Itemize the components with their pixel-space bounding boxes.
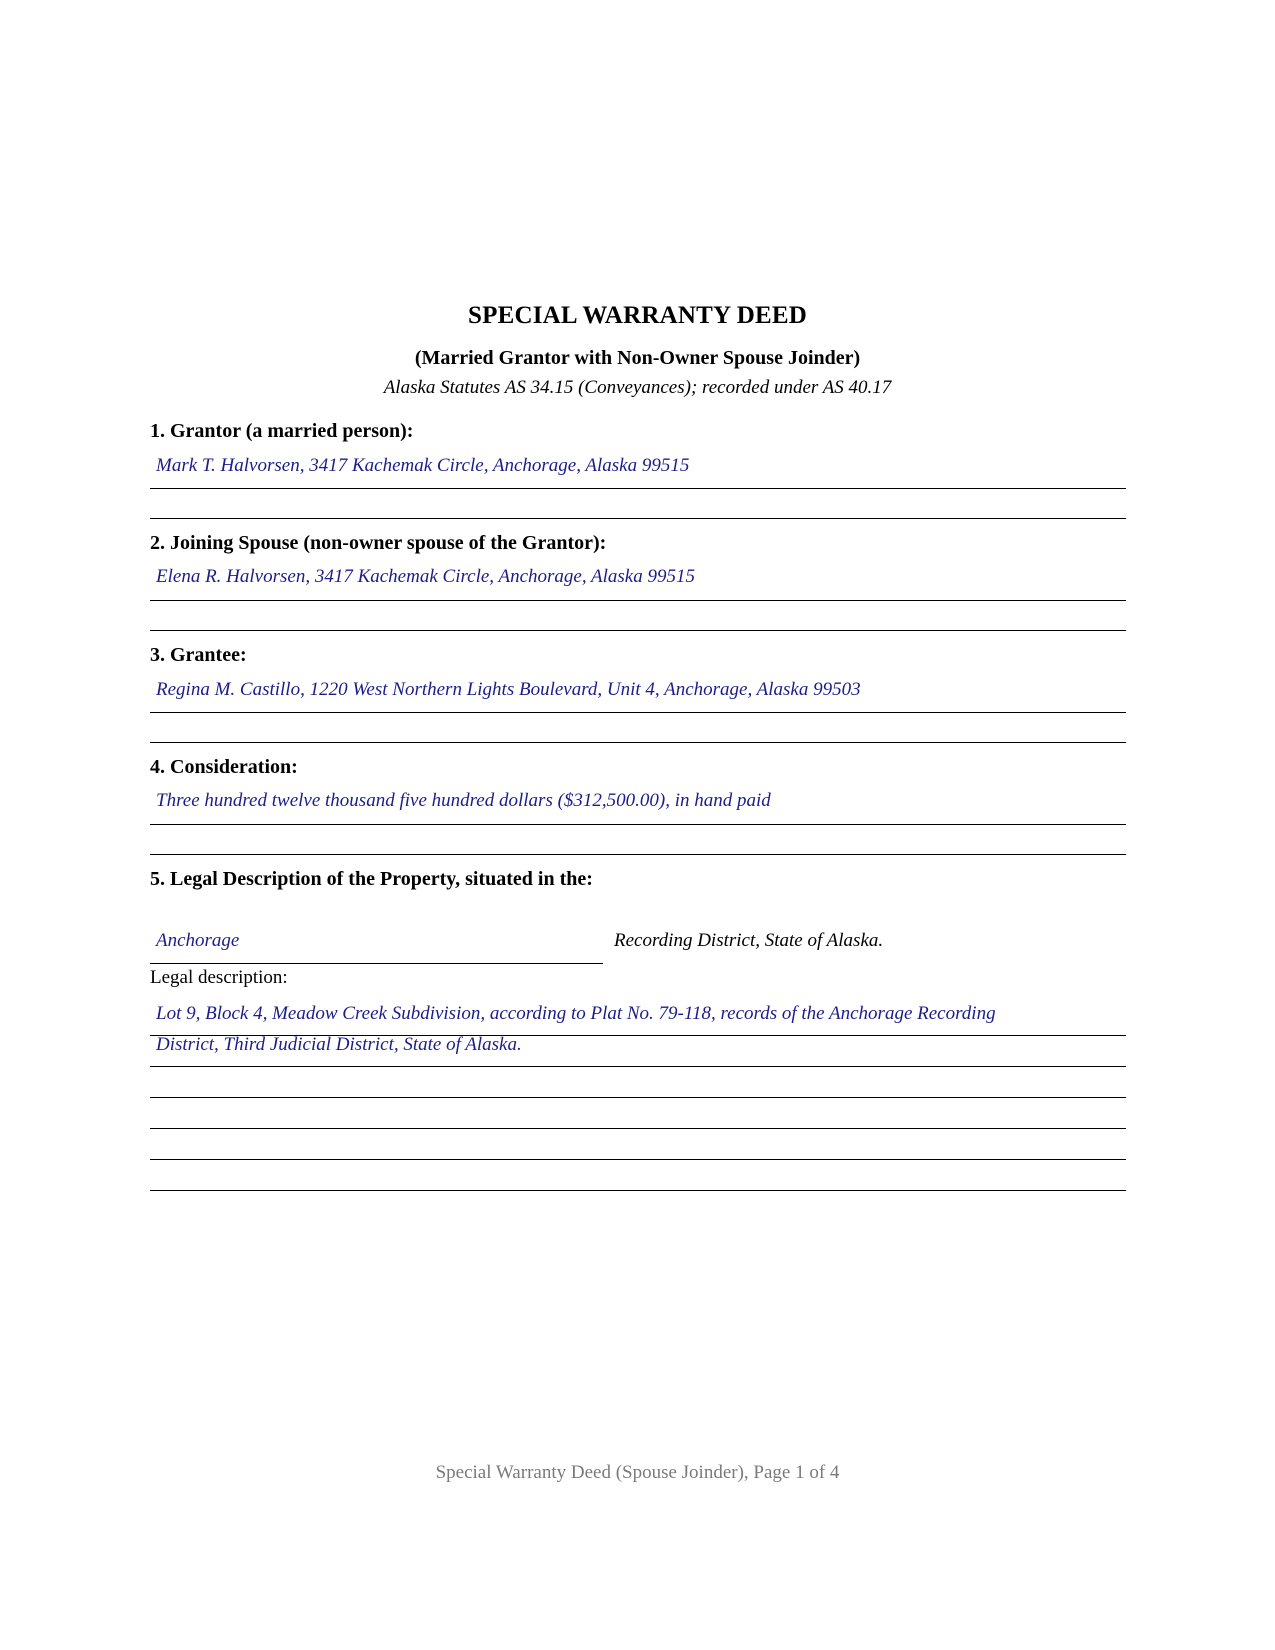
consideration-field[interactable]: Three hundred twelve thousand five hundred dollars ($312,500.00), in hand paid	[156, 790, 771, 811]
legal-rule-5	[150, 1159, 1126, 1160]
grantee-rule-1	[150, 712, 1126, 713]
spouse-rule-2	[150, 630, 1126, 631]
grantor-rule-1	[150, 488, 1126, 489]
legal-rule-3	[150, 1097, 1126, 1098]
spouse-field[interactable]: Elena R. Halvorsen, 3417 Kachemak Circle, Anchorage, Alaska 99515	[156, 566, 695, 587]
legal-description-line-1[interactable]: Lot 9, Block 4, Meadow Creek Subdivision, according to Plat No. 79-118, records of the Anchorage Recording	[156, 1003, 996, 1024]
grantor-heading: 1. Grantor (a married person):	[150, 420, 414, 442]
consideration-rule-1	[150, 824, 1126, 825]
document-title: SPECIAL WARRANTY DEED	[468, 302, 807, 329]
recording-district-suffix: Recording District, State of Alaska.	[614, 930, 884, 951]
legal-rule-4	[150, 1128, 1126, 1129]
grantee-heading: 3. Grantee:	[150, 644, 247, 666]
consideration-heading: 4. Consideration:	[150, 756, 298, 778]
page-footer: Special Warranty Deed (Spouse Joinder), Page 1 of 4	[435, 1462, 840, 1483]
grantor-rule-2	[150, 518, 1126, 519]
legal-rule-6	[150, 1190, 1126, 1191]
consideration-rule-2	[150, 854, 1126, 855]
spouse-heading: 2. Joining Spouse (non-owner spouse of the Grantor):	[150, 532, 607, 554]
statute-reference: Alaska Statutes AS 34.15 (Conveyances); recorded under AS 40.17	[383, 377, 892, 398]
document-subtitle: (Married Grantor with Non-Owner Spouse Joinder)	[414, 347, 861, 369]
spouse-rule-1	[150, 600, 1126, 601]
grantee-rule-2	[150, 742, 1126, 743]
recording-district-field[interactable]: Anchorage	[156, 930, 240, 951]
grantor-field[interactable]: Mark T. Halvorsen, 3417 Kachemak Circle, Anchorage, Alaska 99515	[156, 455, 690, 476]
legal-description-line-2[interactable]: District, Third Judicial District, State of Alaska.	[156, 1034, 522, 1055]
legal-description-label: Legal description:	[150, 967, 288, 988]
recording-district-rule	[150, 963, 603, 964]
legal-heading: 5. Legal Description of the Property, situated in the:	[150, 868, 593, 890]
legal-rule-2	[150, 1066, 1126, 1067]
grantee-field[interactable]: Regina M. Castillo, 1220 West Northern Lights Boulevard, Unit 4, Anchorage, Alaska 99503	[156, 679, 861, 700]
